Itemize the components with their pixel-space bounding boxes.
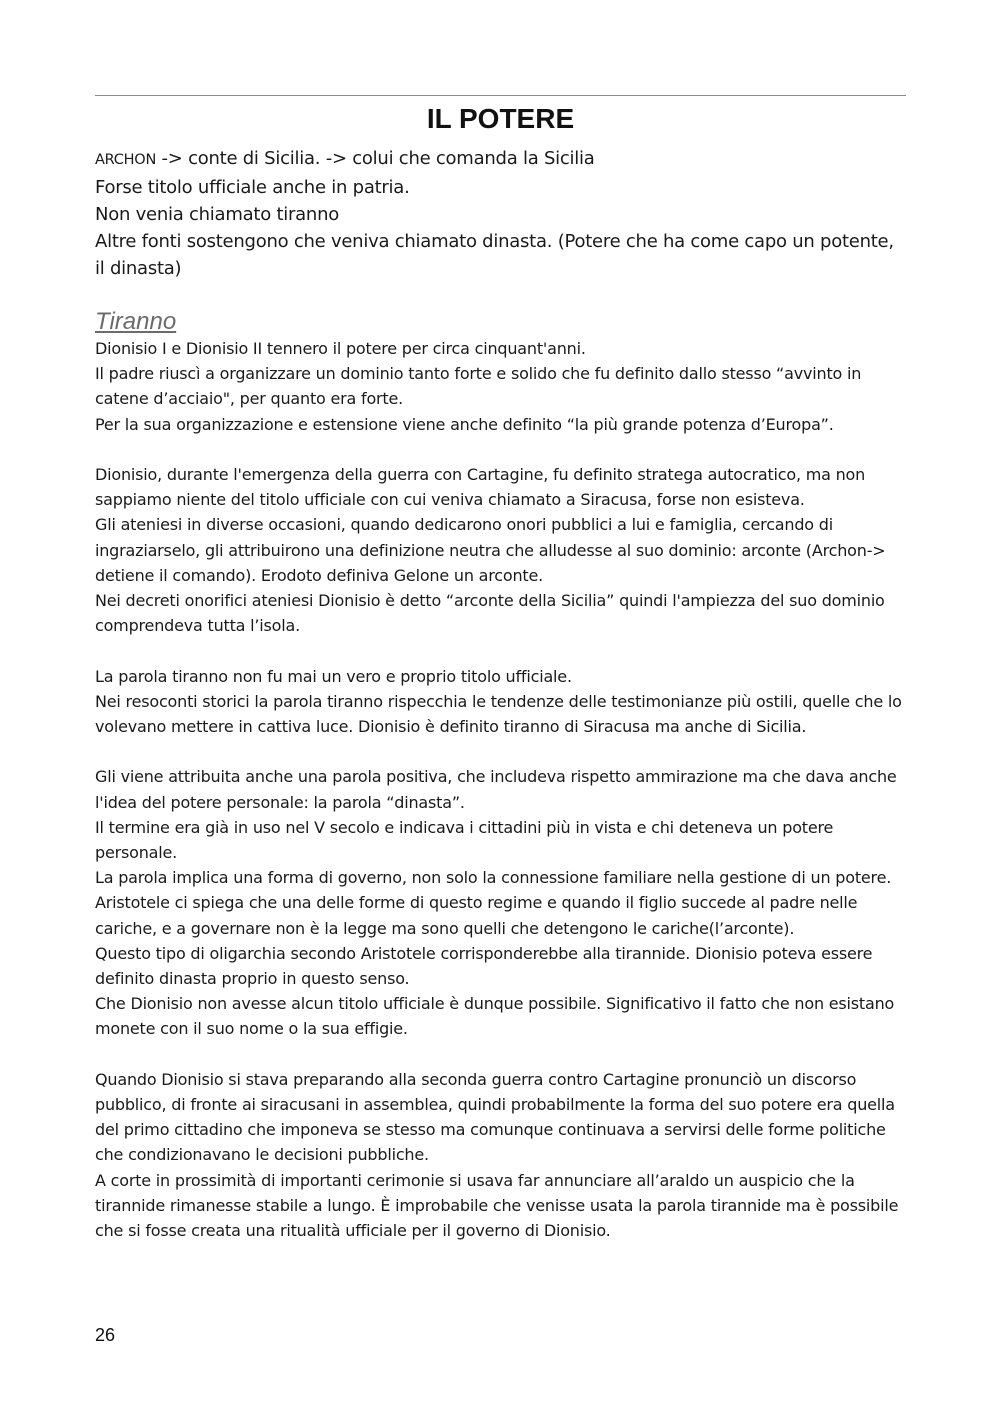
- page-number: 26: [95, 1325, 116, 1345]
- paragraph-gap: [95, 739, 910, 764]
- body-paragraph: Gli ateniesi in diverse occasioni, quando dedicarono onori pubblici a lui e famiglia, cercando di ingraziarselo, gli attribuirono una definizione neutra che alludesse al suo dominio: arconte (Archon-> detiene il comando). Erodoto definiva Gelone un arconte.: [95, 515, 886, 585]
- paragraph-gap: [95, 437, 910, 462]
- body-paragraph: Il termine era già in uso nel V secolo e indicava i cittadini più in vista e chi deteneva un potere personale.: [95, 817, 834, 863]
- top-divider: [95, 95, 906, 96]
- body-paragraph: La parola tiranno non fu mai un vero e proprio titolo ufficiale.: [95, 666, 572, 686]
- body-paragraph: Questo tipo di oligarchia secondo Aristotele corrisponderebbe alla tirannide. Dionisio poteva essere definito dinasta proprio in questo senso.: [95, 943, 873, 989]
- body-paragraph: A corte in prossimità di importanti cerimonie si usava far annunciare all’araldo un auspicio che la tirannide rimanesse stabile a lungo. È improbabile che venisse usata la parola tirannide ma è possibile che si fosse creata una ritualità ufficiale per il governo di Dionisio.: [95, 1170, 899, 1241]
- intro-block: [95, 145, 906, 282]
- body-paragraph: La parola implica una forma di governo, non solo la connessione familiare nella gestione di un potere.: [95, 868, 892, 888]
- page-title: IL POTERE: [426, 103, 575, 134]
- intro-line: Altre fonti sostengono che veniva chiamato dinasta. (Potere che ha come capo un potente, il dinasta): [95, 231, 894, 279]
- intro-line-text: -> conte di Sicilia. -> colui che comanda la Sicilia: [156, 148, 595, 169]
- section-body: [95, 336, 910, 1243]
- body-paragraph: Nei decreti onorifici ateniesi Dionisio è detto “arconte della Sicilia” quindi l'ampiezza del suo dominio comprendeva tutta l’isola.: [95, 591, 885, 636]
- body-paragraph: Dionisio I e Dionisio II tennero il potere per circa cinquant'anni.: [95, 339, 586, 358]
- body-paragraph: Nei resoconti storici la parola tiranno rispecchia le tendenze delle testimonianze più ostili, quelle che lo volevano mettere in cattiva luce. Dionisio è definito tiranno di Siracusa ma anche di Sicilia.: [95, 691, 902, 737]
- body-paragraph: Quando Dionisio si stava preparando alla seconda guerra contro Cartagine pronunciò un discorso pubblico, di fronte ai siracusani in assemblea, quindi probabilmente la forma del suo potere era quella del primo cittadino che imponeva se stesso ma comunque continuava a servirsi delle forme politiche che condizionavano le decisioni pubbliche.: [95, 1069, 895, 1165]
- archon-term: ARCHON: [95, 152, 157, 168]
- body-paragraph: Che Dionisio non avesse alcun titolo ufficiale è dunque possibile. Significativo il fatto che non esistano monete con il suo nome o la sua effigie.: [95, 994, 895, 1039]
- paragraph-gap: [95, 638, 910, 663]
- section-heading: Tiranno: [95, 308, 177, 335]
- body-paragraph: Per la sua organizzazione e estensione viene anche definito “la più grande potenza d’Europa”.: [95, 414, 834, 434]
- body-paragraph: Dionisio, durante l'emergenza della guerra con Cartagine, fu definito stratega autocratico, ma non sappiamo niente del titolo ufficiale con cui veniva chiamato a Siracusa, forse non esisteva.: [95, 465, 866, 510]
- body-paragraph: Gli viene attribuita anche una parola positiva, che includeva rispetto ammirazione ma che dava anche l'idea del potere personale: la parola “dinasta”.: [95, 767, 897, 812]
- paragraph-gap: [95, 1042, 910, 1067]
- intro-line: [95, 145, 906, 174]
- intro-line: Non venia chiamato tiranno: [95, 204, 340, 225]
- body-paragraph: Aristotele ci spiega che una delle forme di questo regime e quando il figlio succede al padre nelle cariche, e a governare non è la legge ma sono quelli che detengono le cariche(l’arconte).: [95, 893, 858, 938]
- body-paragraph: Il padre riuscì a organizzare un dominio tanto forte e solido che fu definito dallo stesso “avvinto in catene d’acciaio", per quanto era forte.: [95, 364, 862, 409]
- intro-line: Forse titolo ufficiale anche in patria.: [95, 177, 410, 198]
